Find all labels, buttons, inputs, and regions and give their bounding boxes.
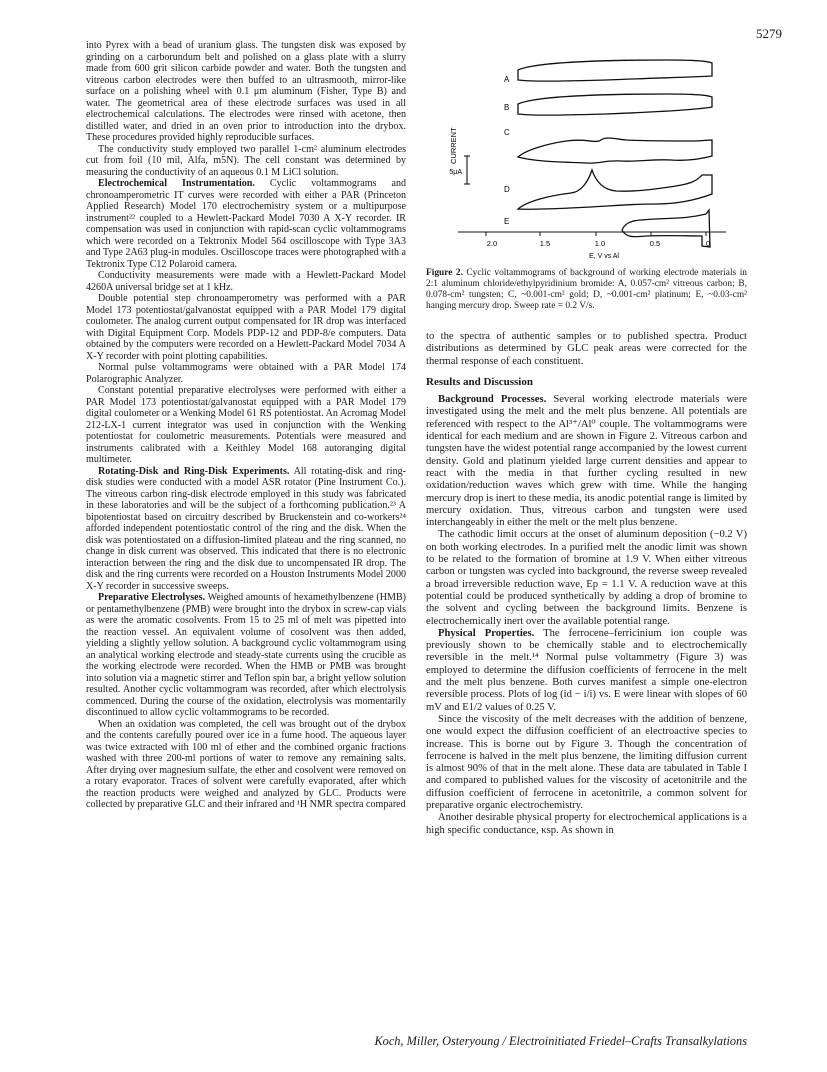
voltammogram-curve-a — [518, 60, 712, 81]
run-in-heading: Rotating-Disk and Ring-Disk Experiments. — [98, 465, 290, 477]
voltammogram-curve-b — [518, 94, 712, 115]
voltammogram-figure — [426, 44, 747, 266]
scale-label: 5μA — [449, 169, 462, 176]
figure-caption — [426, 268, 747, 312]
paragraph: Another desirable physical property for electrochemical applications is a high specific conductance, κsp. As shown in — [426, 812, 747, 836]
voltammogram-curve-c — [518, 138, 712, 163]
paragraph-text: Weighed amounts of hexamethylbenzene (HMB) or pentamethylbenzene (PMB) were brought into the drybox in screw-cap vials as were the aromatic cosolvents. From 15 to 25 ml of melt was pipetted into the reaction vessel. An equivalent volume of cosolvent was then added, yielding a slightly yellow solution. A background cyclic voltammogram using an analytical working electrode and steady-state currents using the crucible as the working electrode were recorded. When the HMB or PMB was brought into solution via a magnetic stirrer and Teflon spin bar, a bright yellow solution resulted. Another cyclic voltammogram was recorded, after which electrolysis commenced. During the course of the oxidation, electrolysis was momentarily discontinued to allow cyclic voltammograms to be recorded. — [86, 592, 407, 718]
curve-label-b: B — [504, 103, 510, 112]
run-in-heading: Physical Properties. — [438, 627, 535, 639]
scale-bar — [464, 156, 470, 184]
paragraph-text: Cyclic voltammograms and chronoamperometric IT curves were recorded with either a PAR (Princeton Applied Research) Model 170 electrochemistry system or a multipurpose instrument²² coupled to a Hewlett-Packard Model 7030 A X-Y recorder. IR compensation was used in conjunction with rapid-scan cyclic voltammograms which were recorded on a Tektronix Model 564 oscilloscope with Type 3A3 and Type 2A63 plug-in modules. Oscilloscope traces were photographed with a Tektronix Type C12 Polaroid camera. — [86, 178, 406, 270]
page-number: 5279 — [756, 26, 782, 41]
x-tick-label: 1.5 — [539, 239, 551, 248]
paragraph: Double potential step chronoamperometry was performed with a PAR Model 173 potentiostat/galvanostat equipped with a PAR Model 179 digital coulometer. The analog current output compensated for IR drop was interfaced with Digital Equipment Corp. Models PDP-12 and PDP-8/e computers. Data obtained by the computers were recorded on a Hewlett-Packard Model 7034 A X-Y recorder with point plotting capabilities. — [86, 293, 406, 362]
paragraph — [86, 466, 406, 593]
paragraph: When an oxidation was completed, the cell was brought out of the drybox and the contents carefully poured over ice in a fume hood. The aqueous layer was twice extracted with 100 ml of ether and the combined organic fractions washed with three 200-ml portions of water to remove any remaining salts. After drying over magnesium sulfate, the ether and cosolvent were removed on a rotary evaporator. Traces of solvent were carefully evaporated, after which the reaction products were weighed and analyzed by GLC. Products were collected by preparative GLC and their infrared and ¹H NMR spectra compared — [86, 718, 406, 810]
paragraph: Conductivity measurements were made with a Hewlett-Packard Model 4260A universal bridge set at 1 kHz. — [86, 270, 406, 293]
figure-2 — [426, 44, 747, 266]
paragraph — [426, 394, 747, 529]
left-column — [86, 40, 406, 811]
paragraph: The conductivity study employed two parallel 1-cm² aluminum electrodes cut from foil (10 mil, Alfa, m5N). The cell constant was determined by measuring the conductivity of an aqueous 0.1 M LiCl solution. — [86, 143, 406, 178]
x-tick-label: 0.5 — [649, 239, 661, 248]
run-in-heading: Background Processes. — [438, 394, 547, 406]
paragraph-text: All rotating-disk and ring-disk studies were conducted with a model ASR rotator (Pine Instrument Co.). The vitreous carbon ring-disk electrode employed in this study was fabricated in these laboratories and will be the subject of a forthcoming publication.²³ A bipotentiostat based on circuitry described by Bruckenstein and co-workers²⁴ afforded independent potentiostatic control of the ring and the disk. When the disk was potentiostated on a diffusion-limited plateau and the ring scanned, no change in disk current was observed. This indicated that there is no electronic interaction between the ring and the disk due to uncompensated IR drop. The disk and the ring currents were recorded on a Houston Instruments Model 2000 X-Y recorder in successive sweeps. — [86, 465, 406, 592]
paragraph — [86, 592, 406, 719]
curve-label-e: E — [504, 217, 510, 226]
x-tick-label: 0 — [705, 239, 711, 248]
x-tick-label: 2.0 — [486, 239, 498, 248]
paragraph-text: Several working electrode materials were investigated using the melt and the melt plus benzene. All potentials are referenced with respect to the Al³⁺/Al⁰ couple. The voltammograms were identical for each medium and are shown in Figure 2. Vitreous carbon and tungsten have the widest potential range accompanied by the lowest current density. Gold and platinum yielded large current densities and appear to react with the media in that further cycling resulted in new oxidation/reduction waves which grew with time. While the hanging mercury drop is inert to these media, its anodic potential range is limited by mercury oxidation. Thus, vitreous carbon and tungsten were used interchangeably in either the melt or the melt plus benzene. — [426, 394, 747, 529]
paragraph: to the spectra of authentic samples or to published spectra. Product distributions as determined by GLC peak areas were corrected for the thermal response of each constituent. — [426, 331, 747, 367]
paragraph: Normal pulse voltammograms were obtained with a PAR Model 174 Polarographic Analyzer. — [86, 362, 406, 385]
paragraph — [426, 628, 747, 714]
right-column — [426, 331, 747, 837]
x-axis-label: E, V vs Al — [589, 253, 619, 260]
voltammogram-curve-d — [518, 170, 712, 209]
section-heading: Results and Discussion — [426, 375, 533, 388]
caption-text: Cyclic voltammograms of background of working electrode materials in 2:1 aluminum chloride/ethylpyridinium bromide: A, 0.057-cm² vitreous carbon; B, 0.078-cm² tungsten; C, ~0.001-cm² gold; D, ~0.001-cm² platinum; E, ~0.03-cm² hanging mercury drop. Sweep rate = 0.2 V/s. — [426, 268, 747, 311]
curve-label-d: D — [504, 185, 510, 194]
paragraph-text: The ferrocene–ferricinium ion couple was previously shown to be chemically stable and to electrochemically reversible in the melt.¹⁴ Normal pulse voltammetry (Figure 3) was employed to determine the diffusion coefficients of ferrocene in the melt and the melt plus benzene. Both curves manifest a simple one-electron reversible process. Plots of log (id − i/i) vs. E were linear with slopes of 60 mV and E1/2 values of 0.25 V. — [426, 627, 747, 713]
paragraph: into Pyrex with a bead of uranium glass. The tungsten disk was exposed by grinding on a carborundum belt and polished on a glass plate with a slurry made from 600 grit silicon carbide powder and water. Both the tungsten and vitreous carbon electrodes were then buffed to an ultrasmooth, mirror-like surface on a polishing wheel with 0.1 μm aluminum (Fisher, Type B) and water. The geometrical area of these electrode surfaces was used in all electrochemical calculations. The electrodes were rinsed with acetone, then distilled water, and dried in an oven prior to introduction into the drybox. These procedures provided highly reproducible surfaces. — [86, 40, 406, 143]
caption-lead: Figure 2. — [426, 268, 463, 278]
paragraph: Constant potential preparative electrolyses were performed with either a PAR Model 173 potentiostat/galvanostat equipped with a PAR Model 179 digital coulometer or a Wenking Model 61 RS potentiostat. An Acromag Model 212-LX-1 current integrator was used in conjunction with the Wenking potentiostat for coulometric measurements. Potentials were measured and instruments calibrated with a Keithley Model 168 autoranging digital multimeter. — [86, 385, 406, 465]
paragraph: Since the viscosity of the melt decreases with the addition of benzene, one would expect the diffusion coefficient of an electroactive species to increase. This is borne out by Figure 3. Though the concentration of ferrocene is halved in the melt plus benzene, the limiting diffusion current is almost 90% of that in the melt alone. These data are tabulated in Table I and compared to published values for the viscosity of acetonitrile and the diffusion coefficient of ferrocene in acetonitrile, a common solvent for preparative organic electrochemistry. — [426, 713, 747, 811]
run-in-heading: Preparative Electrolyses. — [98, 592, 206, 603]
curve-label-c: C — [504, 128, 510, 137]
voltammogram-curve-e — [622, 210, 710, 247]
running-footer: Koch, Miller, Osteryoung / Electroinitiated Friedel–Crafts Transalkylations — [374, 1034, 747, 1048]
run-in-heading: Electrochemical Instrumentation. — [98, 178, 255, 189]
curve-label-a: A — [504, 75, 510, 84]
paragraph — [86, 178, 406, 270]
paragraph: The cathodic limit occurs at the onset of aluminum deposition (−0.2 V) on both working electrodes. In a purified melt the anodic limit was shown to be related to the formation of bromine at 1.9 V. When either vitreous carbon or tungsten was cycled into background, the reverse sweep revealed a broad irreversible reduction wave, Ep = 1.1 V. A reduction wave at this potential could be produced synthetically by adding a drop of bromine to the solvent and cycling between the background limits. Benzene is electrochemically inert over the available potential range. — [426, 529, 747, 627]
y-axis-label: CURRENT — [449, 127, 458, 164]
x-tick-label: 1.0 — [594, 239, 606, 248]
